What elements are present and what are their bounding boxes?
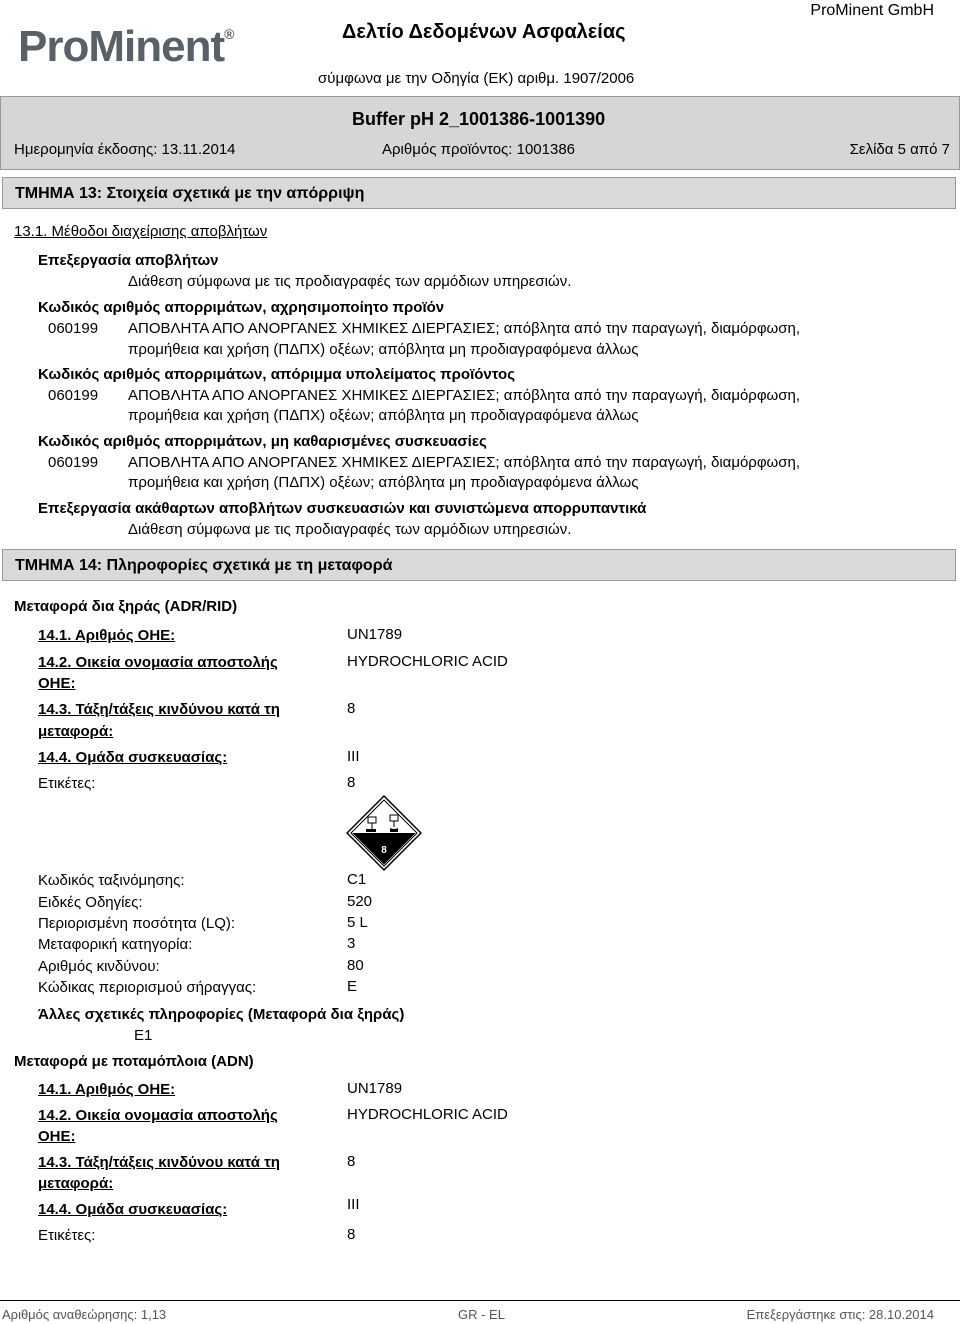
pictogram-class-number: 8 [381, 845, 387, 856]
registered-mark-icon: ® [224, 26, 234, 42]
adn-packing-group-label: 14.4. Ομάδα συσκευασίας: [38, 1201, 228, 1218]
adr-hazard-class-label: 14.3. Τάξη/τάξεις κινδύνου κατά τη [38, 701, 280, 718]
adr-detail-value: C1 [347, 871, 367, 888]
adr-other-info-label: Άλλες σχετικές πληροφορίες (Μεταφορά δια ξηράς) [38, 1006, 405, 1023]
section-14-heading: ΤΜΗΜΑ 14: Πληροφορίες σχετικά με τη μεταφορά [2, 549, 956, 581]
waste-code: 060199 [48, 320, 99, 337]
adr-packing-group-label: 14.4. Ομάδα συσκευασίας: [38, 749, 228, 766]
adr-detail-value: 3 [347, 935, 356, 952]
adr-detail-value: 5 L [347, 914, 368, 931]
waste-code-description: προμήθεια και χρήση (ΠΔΠΧ) οξέων; απόβλητα μη προδιαγραφόμενα άλλως [128, 474, 639, 491]
waste-code-description: ΑΠΟΒΛΗΤΑ ΑΠΟ ΑΝΟΡΓΑΝΕΣ ΧΗΜΙΚΕΣ ΔΙΕΡΓΑΣΙΕΣ; απόβλητα από την παραγωγή, διαμόρφωση, [128, 387, 801, 404]
adr-hazard-class-value: 8 [347, 700, 356, 717]
adn-heading: Μεταφορά με ποταμόπλοια (ADN) [14, 1053, 254, 1070]
adn-un-number-label: 14.1. Αριθμός ΟΗΕ: [38, 1081, 176, 1098]
adn-labels-label: Ετικέτες: [38, 1227, 96, 1244]
adr-other-info-value: E1 [134, 1027, 153, 1044]
adr-detail-label: Κώδικας περιορισμού σήραγγας: [38, 979, 257, 996]
adr-labels-value: 8 [347, 774, 356, 791]
corrosive-hazard-pictogram-icon [346, 795, 422, 871]
adn-hazard-class-value: 8 [347, 1153, 356, 1170]
adr-detail-label: Μεταφορική κατηγορία: [38, 936, 193, 953]
document-title: Δελτίο Δεδομένων Ασφαλείας [342, 21, 626, 43]
waste-code-group-label: Κωδικός αριθμός απορριμάτων, μη καθαρισμένες συσκευασίες [38, 433, 487, 450]
adr-shipping-name-label: 14.2. Οικεία ονομασία αποστολής [38, 654, 278, 671]
adr-packing-group-value: III [347, 748, 360, 765]
adn-shipping-name-label: 14.2. Οικεία ονομασία αποστολής [38, 1107, 278, 1124]
waste-code: 060199 [48, 387, 99, 404]
adr-shipping-name-value: HYDROCHLORIC ACID [347, 653, 508, 670]
adr-detail-value: E [347, 978, 358, 995]
processed-date: Επεξεργάστηκε στις: 28.10.2014 [746, 1307, 934, 1322]
adr-detail-label: Κωδικός ταξινόμησης: [38, 872, 185, 889]
language-code: GR - EL [458, 1307, 505, 1322]
revision-number: Αριθμός αναθεώρησης: 1,13 [2, 1307, 167, 1322]
company-logo [18, 22, 233, 72]
adr-un-number-value: UN1789 [347, 626, 403, 643]
issue-date: Ημερομηνία έκδοσης: 13.11.2014 [14, 141, 236, 158]
waste-code-group-label: Κωδικός αριθμός απορριμάτων, απόριμμα υπολείματος προϊόντος [38, 366, 515, 383]
adr-detail-label: Ειδκές Οδηγίες: [38, 894, 143, 911]
adr-detail-label: Περιορισμένη ποσότητα (LQ): [38, 915, 236, 932]
adn-packing-group-value: III [347, 1196, 360, 1213]
adr-detail-value: 80 [347, 957, 364, 974]
adr-heading: Μεταφορά δια ξηράς (ADR/RID) [14, 598, 238, 615]
adr-detail-value: 520 [347, 893, 373, 910]
product-name: Buffer pH 2_1001386-1001390 [352, 109, 606, 129]
waste-code: 060199 [48, 454, 99, 471]
adr-detail-label: Αριθμός κινδύνου: [38, 958, 160, 975]
section-13-1-heading: 13.1. Μέθοδοι διαχείρισης αποβλήτων [14, 223, 268, 240]
waste-treatment-label: Επεξεργασία αποβλήτων [38, 252, 219, 269]
footer-divider [0, 1300, 960, 1301]
adn-shipping-name-label: ΟΗΕ: [38, 1128, 76, 1145]
adn-shipping-name-value: HYDROCHLORIC ACID [347, 1106, 508, 1123]
adn-labels-value: 8 [347, 1226, 356, 1243]
logo-text: ProMinent [18, 22, 225, 71]
document-subtitle: σύμφωνα με την Οδηγία (ΕΚ) αριθμ. 1907/2006 [318, 70, 635, 87]
waste-code-description: ΑΠΟΒΛΗΤΑ ΑΠΟ ΑΝΟΡΓΑΝΕΣ ΧΗΜΙΚΕΣ ΔΙΕΡΓΑΣΙΕΣ; απόβλητα από την παραγωγή, διαμόρφωση, [128, 454, 801, 471]
adr-hazard-class-label: μεταφορά: [38, 723, 114, 740]
adn-hazard-class-label: μεταφορά: [38, 1175, 114, 1192]
company-name: ProMinent GmbH [810, 2, 934, 19]
waste-code-description: ΑΠΟΒΛΗΤΑ ΑΠΟ ΑΝΟΡΓΑΝΕΣ ΧΗΜΙΚΕΣ ΔΙΕΡΓΑΣΙΕΣ; απόβλητα από την παραγωγή, διαμόρφωση, [128, 320, 801, 337]
adr-shipping-name-label: ΟΗΕ: [38, 675, 76, 692]
packaging-treatment-text: Διάθεση σύμφωνα με τις προδιαγραφές των αρμόδιων υπηρεσιών. [128, 521, 572, 538]
waste-code-description: προμήθεια και χρήση (ΠΔΠΧ) οξέων; απόβλητα μη προδιαγραφόμενα άλλως [128, 341, 639, 358]
adn-hazard-class-label: 14.3. Τάξη/τάξεις κινδύνου κατά τη [38, 1154, 280, 1171]
page-number: Σελίδα 5 από 7 [849, 141, 950, 158]
packaging-treatment-label: Επεξεργασία ακάθαρτων αποβλήτων συσκευασιών και συνιστώμενα απορρυπαντικά [38, 500, 647, 517]
adr-labels-label: Ετικέτες: [38, 775, 96, 792]
waste-treatment-text: Διάθεση σύμφωνα με τις προδιαγραφές των αρμόδιων υπηρεσιών. [128, 273, 572, 290]
adn-un-number-value: UN1789 [347, 1080, 403, 1097]
waste-code-description: προμήθεια και χρήση (ΠΔΠΧ) οξέων; απόβλητα μη προδιαγραφόμενα άλλως [128, 407, 639, 424]
adr-un-number-label: 14.1. Αριθμός ΟΗΕ: [38, 627, 176, 644]
product-info-band [0, 96, 960, 170]
section-13-heading: ΤΜΗΜΑ 13: Στοιχεία σχετικά με την απόρριψη [2, 177, 956, 209]
product-number: Αριθμός προϊόντος: 1001386 [382, 141, 576, 158]
waste-code-group-label: Κωδικός αριθμός απορριμάτων, αχρησιμοποίητο προϊόν [38, 299, 445, 316]
